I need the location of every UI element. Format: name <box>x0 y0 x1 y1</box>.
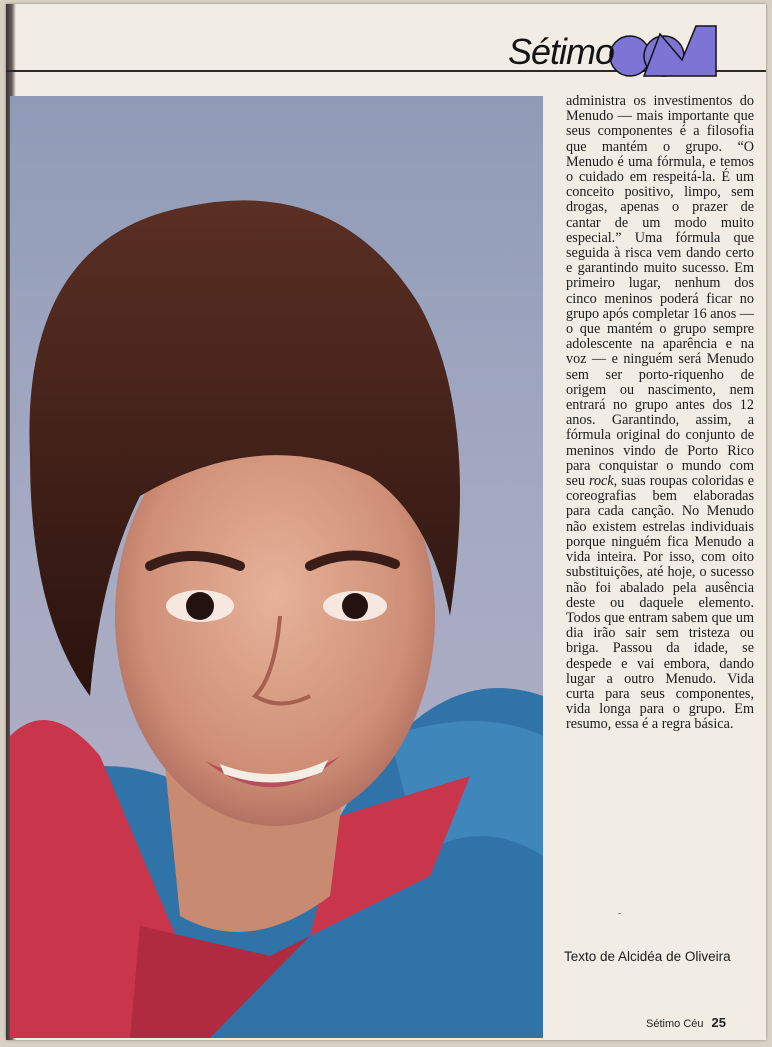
article-body <box>566 94 754 733</box>
boy-portrait-photo <box>10 96 543 1038</box>
som-logo-icon <box>608 22 720 82</box>
page-footer <box>646 1015 726 1030</box>
footer-magazine-name: Sétimo Céu <box>646 1018 704 1030</box>
article-text-part-2: , suas roupas coloridas e coreografias bem elaboradas para cada canção. No Menudo não existem estrelas individuais porque ninguém fica Menudo a vida inteira. Por isso, com oito substituições, até hoje, o sucesso não foi abalado pela ausência deste ou daquele elemento. Todos que entram sabem que um dia irão sair sem tristeza ou briga. Passou da idade, se despede e vai embora, dando lugar a outro Menudo. Vida curta para seus componentes, vida longa para o grupo. Em resumo, essa é a regra básica. <box>566 473 754 733</box>
article-text-part-1: administra os investimentos do Menudo — mais importante que seus componentes é a filosofia que mantém o grupo. “O Menudo é uma fórmula, e temos o cuidado em respeitá-la. É um conceito positivo, limpo, sem drogas, apenas o prazer de cantar de um modo muito especial.” Uma fórmula que seguida à risca vem dando certo e garantindo muito sucesso. Em primeiro lugar, nenhum dos cinco meninos poderá ficar no grupo após completar 16 anos — o que mantém o grupo sempre adolescente na aparência e na voz — e ninguém será Menudo sem ser porto-riquenho de origem ou nascimento, nem entrará no grupo antes dos 12 anos. Garantindo, assim, a fórmula original do conjunto de meninos vindo de Porto Rico para conquistar o mundo com seu <box>566 93 754 490</box>
section-brand <box>508 22 720 82</box>
page-number: 25 <box>711 1015 726 1030</box>
brand-word: Sétimo <box>507 31 614 72</box>
article-rock-word: rock <box>588 473 614 490</box>
author-credit: Texto de Alcidéa de Oliveira <box>564 949 731 964</box>
print-mark: ˜ <box>618 912 622 923</box>
magazine-page <box>6 4 766 1040</box>
